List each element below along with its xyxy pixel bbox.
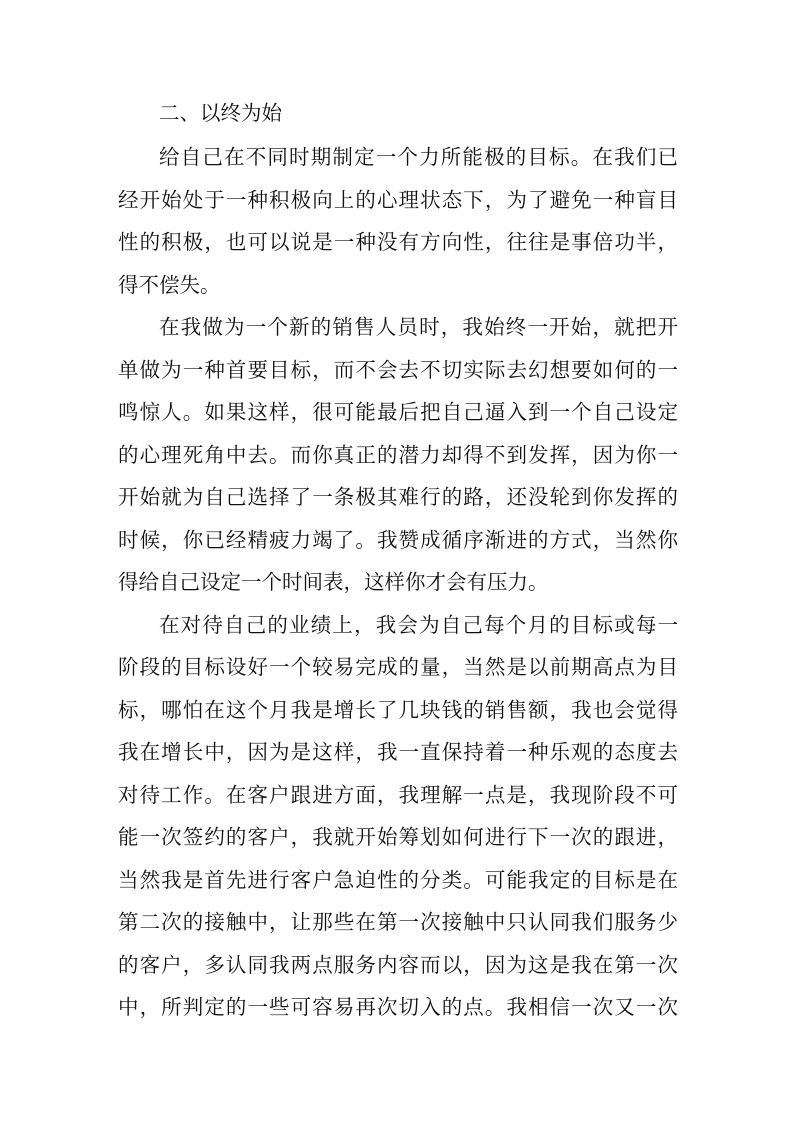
paragraph-line: 我在增长中，因为是这样，我一直保持着一种乐观的态度去 bbox=[118, 740, 678, 764]
paragraph-line: 阶段的目标设好一个较易完成的量，当然是以前期高点为目 bbox=[118, 655, 678, 679]
section-heading: 二、以终为始 bbox=[159, 101, 282, 125]
paragraph-line: 中，所判定的一些可容易再次切入的点。我相信一次又一次 bbox=[118, 995, 678, 1019]
paragraph-line: 开始就为自己选择了一条极其难行的路，还没轮到你发挥的 bbox=[118, 485, 678, 509]
paragraph-line: 性的积极，也可以说是一种没有方向性，往往是事倍功半， bbox=[118, 230, 678, 254]
paragraph-line: 第二次的接触中，让那些在第一次接触中只认同我们服务少 bbox=[118, 910, 678, 934]
paragraph-line: 鸣惊人。如果这样，很可能最后把自己逼入到一个自己设定 bbox=[118, 400, 678, 424]
paragraph-line: 能一次签约的客户，我就开始筹划如何进行下一次的跟进， bbox=[118, 825, 678, 849]
paragraph-line: 标，哪怕在这个月我是增长了几块钱的销售额，我也会觉得 bbox=[118, 698, 678, 722]
paragraph-line: 对待工作。在客户跟进方面，我理解一点是，我现阶段不可 bbox=[118, 783, 678, 807]
paragraph-line: 得不偿失。 bbox=[118, 273, 221, 297]
paragraph-line: 经开始处于一种积极向上的心理状态下，为了避免一种盲目 bbox=[118, 188, 678, 212]
paragraph-line: 单做为一种首要目标，而不会去不切实际去幻想要如何的一 bbox=[118, 358, 678, 382]
paragraph-line: 的客户，多认同我两点服务内容而以，因为这是我在第一次 bbox=[118, 953, 678, 977]
paragraph-line: 的心理死角中去。而你真正的潜力却得不到发挥，因为你一 bbox=[118, 443, 678, 467]
paragraph-line: 在我做为一个新的销售人员时，我始终一开始，就把开 bbox=[159, 315, 678, 339]
paragraph-line: 时候，你已经精疲力竭了。我赞成循序渐进的方式，当然你 bbox=[118, 528, 678, 552]
paragraph-line: 得给自己设定一个时间表，这样你才会有压力。 bbox=[118, 570, 549, 594]
paragraph-line: 给自己在不同时期制定一个力所能极的目标。在我们已 bbox=[159, 145, 678, 169]
paragraph-line: 在对待自己的业绩上，我会为自己每个月的目标或每一 bbox=[159, 613, 678, 637]
paragraph-line: 当然我是首先进行客户急迫性的分类。可能我定的目标是在 bbox=[118, 868, 678, 892]
